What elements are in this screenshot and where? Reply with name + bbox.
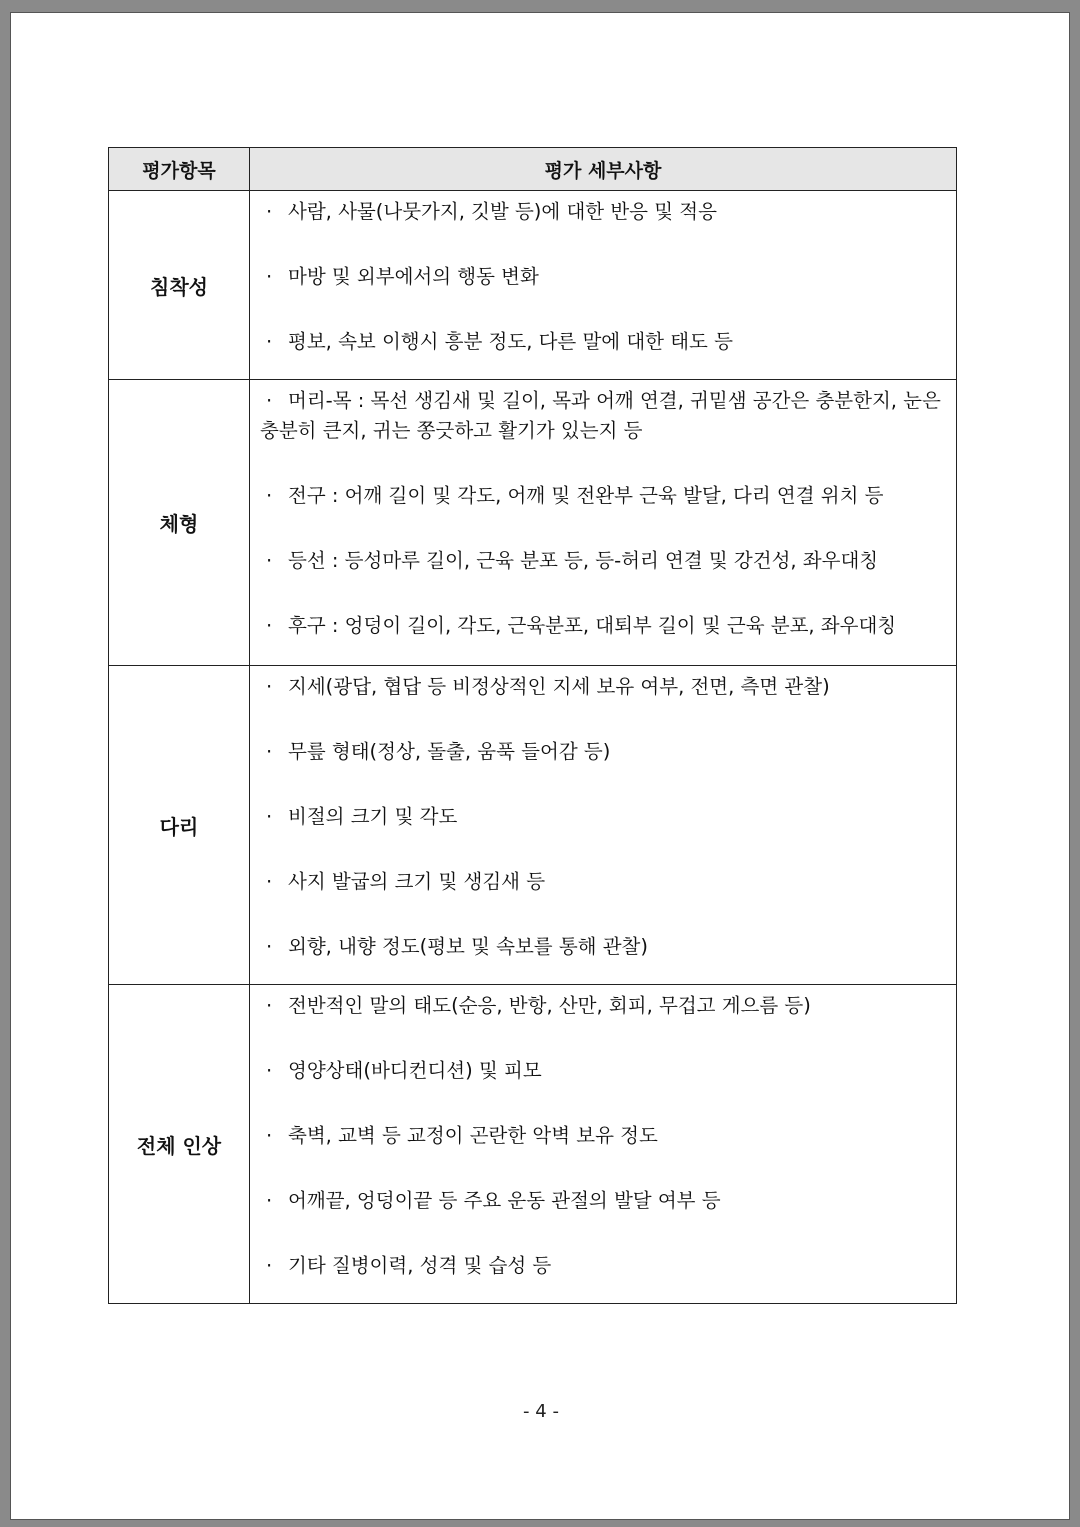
detail-list xyxy=(250,985,957,1304)
list-item: · 비절의 크기 및 각도 xyxy=(266,805,458,828)
category-label: 체형 xyxy=(109,380,250,666)
detail-list xyxy=(250,666,957,985)
list-item: · 후구 : 엉덩이 길이, 각도, 근육분포, 대퇴부 길이 및 근육 분포, 좌우대칭 xyxy=(266,614,897,637)
document-page xyxy=(10,12,1070,1520)
table-header-row xyxy=(109,148,957,191)
detail-list xyxy=(250,380,957,666)
list-item: · 머리-목 : 목선 생김새 및 길이, 목과 어깨 연결, 귀밑샘 공간은 충분한지, 눈은 충분히 큰지, 귀는 쫑긋하고 활기가 있는지 등 xyxy=(260,389,941,442)
list-item: · 사지 발굽의 크기 및 생김새 등 xyxy=(266,870,546,893)
list-item: · 사람, 사물(나뭇가지, 깃발 등)에 대한 반응 및 적응 xyxy=(266,200,717,223)
list-item: · 어깨끝, 엉덩이끝 등 주요 운동 관절의 발달 여부 등 xyxy=(266,1189,721,1212)
category-label: 침착성 xyxy=(109,191,250,380)
list-item: · 지세(광답, 협답 등 비정상적인 지세 보유 여부, 전면, 측면 관찰) xyxy=(266,675,830,698)
header-category: 평가항목 xyxy=(109,148,250,191)
list-item: · 무릎 형태(정상, 돌출, 움푹 들어감 등) xyxy=(266,740,611,763)
list-item: · 기타 질병이력, 성격 및 습성 등 xyxy=(266,1254,552,1277)
list-item: · 마방 및 외부에서의 행동 변화 xyxy=(266,265,539,288)
table-row xyxy=(109,380,957,666)
evaluation-table xyxy=(108,147,957,1304)
list-item: · 영양상태(바디컨디션) 및 피모 xyxy=(266,1059,542,1082)
table-row xyxy=(109,191,957,380)
page-number: - 4 - xyxy=(523,1401,559,1422)
table-row xyxy=(109,666,957,985)
list-item: · 평보, 속보 이행시 흥분 정도, 다른 말에 대한 태도 등 xyxy=(266,330,733,353)
table-row xyxy=(109,985,957,1304)
header-details: 평가 세부사항 xyxy=(250,148,957,191)
list-item: · 전반적인 말의 태도(순응, 반항, 산만, 회피, 무겁고 게으름 등) xyxy=(266,994,811,1017)
category-label: 전체 인상 xyxy=(109,985,250,1304)
detail-list xyxy=(250,191,957,380)
list-item: · 전구 : 어깨 길이 및 각도, 어깨 및 전완부 근육 발달, 다리 연결 위치 등 xyxy=(266,484,884,507)
list-item: · 외향, 내향 정도(평보 및 속보를 통해 관찰) xyxy=(266,935,648,958)
category-label: 다리 xyxy=(109,666,250,985)
list-item: · 등선 : 등성마루 길이, 근육 분포 등, 등-허리 연결 및 강건성, 좌우대칭 xyxy=(266,549,879,572)
list-item: · 축벽, 교벽 등 교정이 곤란한 악벽 보유 정도 xyxy=(266,1124,658,1147)
